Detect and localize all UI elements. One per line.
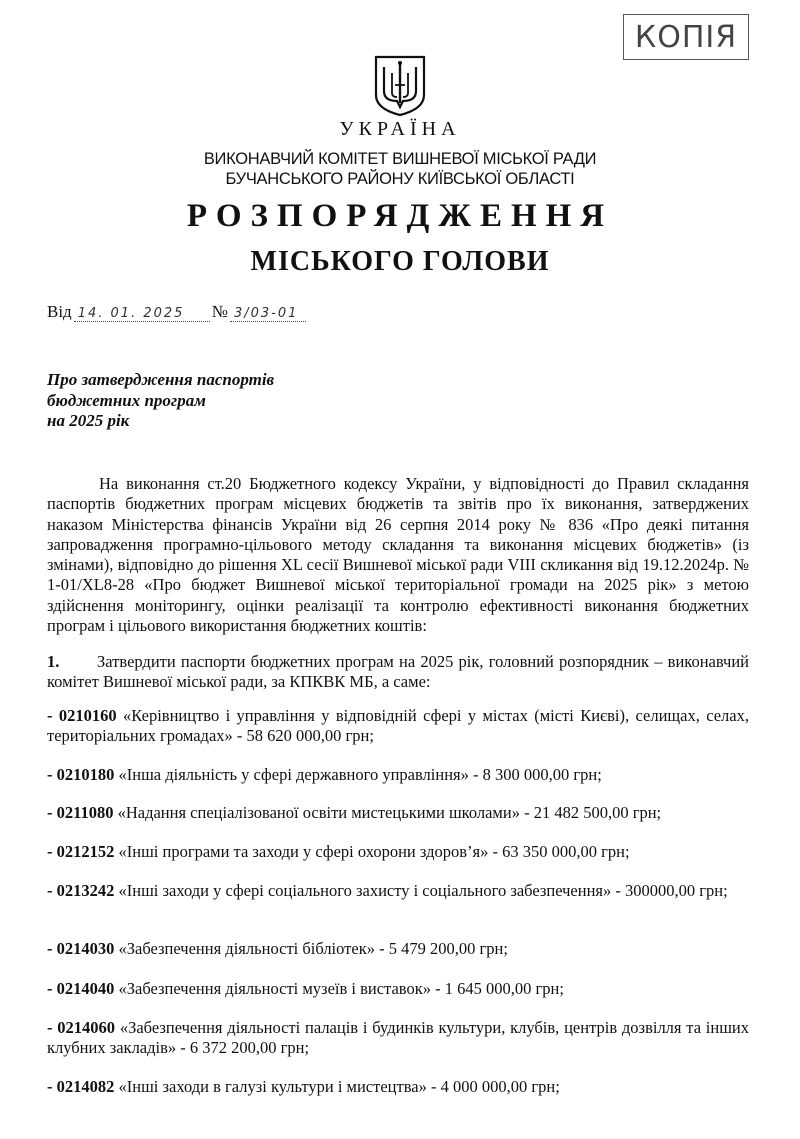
- program-text: «Надання спеціалізованої освіти мистецькими школами» - 21 482 500,00 грн;: [113, 803, 662, 822]
- subject-line: бюджетних програм: [47, 390, 206, 410]
- program-code: - 0214060: [47, 1018, 116, 1037]
- program-code: - 0214030: [47, 939, 115, 958]
- document-type: РОЗПОРЯДЖЕННЯ: [186, 198, 614, 234]
- program-text: «Інші заходи в галузі культури і мистецтва» - 4 000 000,00 грн;: [114, 1077, 560, 1096]
- item-1-paragraph: [47, 652, 749, 693]
- program-item: [47, 765, 749, 785]
- coat-of-arms-icon: [373, 55, 427, 117]
- document-subtype: МІСЬКОГО ГОЛОВИ: [250, 246, 550, 277]
- subject-line: Про затвердження паспортів: [47, 370, 275, 389]
- program-code: - 0210160: [47, 706, 117, 725]
- number-label: №: [211, 302, 228, 321]
- item-number: 1.: [47, 652, 60, 671]
- program-item: [47, 1018, 749, 1059]
- program-code: - 0214040: [47, 979, 115, 998]
- program-item: [47, 979, 749, 999]
- program-code: - 0213242: [47, 881, 115, 900]
- program-text: «Забезпечення діяльності бібліотек» - 5 479 200,00 грн;: [114, 939, 508, 958]
- handwritten-number: 3/03-01: [230, 306, 306, 322]
- intro-paragraph: На виконання ст.20 Бюджетного кодексу України, у відповідності до Правил складання паспортів бюджетних програм місцевих бюджетів та звітів про їх виконання, затверджених наказом Міністерства фінансів України від 26 серпня 2014 року № 836 «Про деякі питання запровадження програмно-цільового методу складання та виконання місцевих бюджетів» (із змінами), відповідно до рішення XL сесії Вишневої міської ради VIII скликання від 19.12.2024р. № 1-01/XL8-28 «Про бюджет Вишневої міської територіальної громади на 2025 рік» з метою здійснення моніторингу, оцінки реалізації та контролю ефективності виконання бюджетних програм і цільового використання бюджетних коштів:: [47, 474, 749, 636]
- subject-line: на 2025 рік: [47, 411, 130, 430]
- program-code: - 0214082: [47, 1077, 115, 1096]
- program-text: «Інша діяльність у сфері державного управління» - 8 300 000,00 грн;: [114, 765, 602, 784]
- organization-line-1: ВИКОНАВЧИЙ КОМІТЕТ ВИШНЕВОЇ МІСЬКОЇ РАДИ: [203, 150, 597, 168]
- program-text: «Забезпечення діяльності музеїв і виставок» - 1 645 000,00 грн;: [114, 979, 564, 998]
- program-item: [47, 803, 749, 823]
- program-item: [47, 939, 749, 959]
- program-item: [47, 842, 749, 862]
- program-code: - 0210180: [47, 765, 115, 784]
- program-item: [47, 881, 749, 901]
- program-code: - 0212152: [47, 842, 115, 861]
- organization-line-2: БУЧАНСЬКОГО РАЙОНУ КИЇВСЬКОЇ ОБЛАСТІ: [225, 170, 575, 188]
- program-text: «Інші заходи у сфері соціального захисту і соціального забезпечення» - 300000,00 грн;: [114, 881, 728, 900]
- program-text: «Інші програми та заходи у сфері охорони здоров’я» - 63 350 000,00 грн;: [114, 842, 630, 861]
- document-subject: [47, 370, 274, 432]
- item-text: Затвердити паспорти бюджетних програм на 2025 рік, головний розпорядник – виконавчий комітет Вишневої міської ради, за КПКВК МБ, а саме:: [47, 652, 749, 692]
- program-item: [47, 706, 749, 747]
- country-name: УКРАЇНА: [339, 118, 461, 140]
- program-code: - 0211080: [47, 803, 114, 822]
- program-text: «Забезпечення діяльності палаців і будинків культури, клубів, центрів дозвілля та інших клубних закладів» - 6 372 200,00 грн;: [47, 1018, 750, 1058]
- copy-stamp: КОПІЯ: [623, 14, 749, 60]
- program-item: [47, 1077, 749, 1097]
- handwritten-date: 14. 01. 2025: [74, 306, 210, 322]
- date-prefix: Від: [47, 302, 72, 321]
- date-number-line: [47, 302, 308, 322]
- program-text: «Керівництво і управління у відповідній сфері у містах (місті Києві), селищах, селах, територіальних громадах» - 58 620 000,00 грн;: [47, 706, 749, 746]
